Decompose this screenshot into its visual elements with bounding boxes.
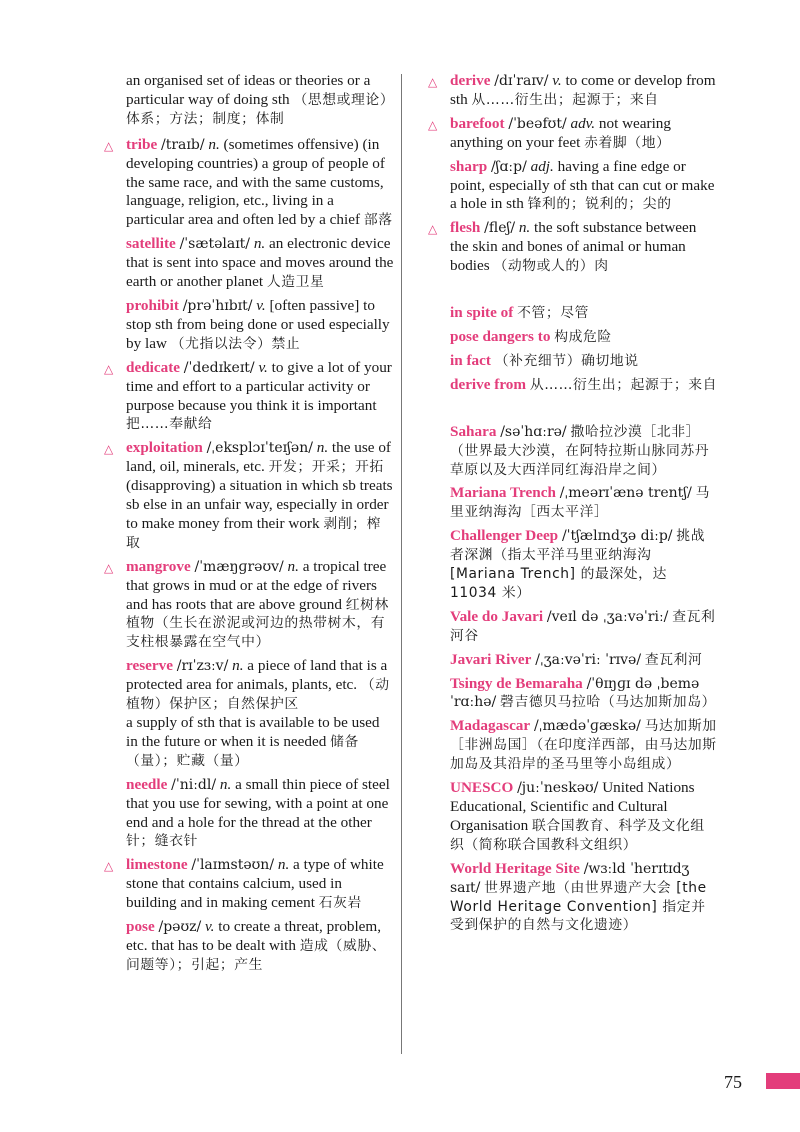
headword: Challenger Deep bbox=[450, 527, 559, 545]
chinese-gloss: 世界遗产地（由世界遗产大会 [the World Heritage Convention] 指定并受到保护的自然与文化遗迹） bbox=[450, 879, 707, 934]
pronunciation: /ˌʒaːvəˈriː ˈrɪvə/ bbox=[535, 651, 642, 668]
part-of-speech: n. bbox=[219, 775, 232, 793]
chinese-gloss: 磬吉德贝马拉哈（马达加斯加岛） bbox=[500, 694, 716, 711]
pronunciation: /ˈθɪŋɡɪ də ˌbeməˈrɑːhə/ bbox=[450, 675, 700, 711]
part-of-speech: n. bbox=[316, 439, 329, 457]
definition: United Nations Educational, Scientific and Cultural Organisation bbox=[450, 779, 695, 834]
headword: Mariana Trench bbox=[450, 484, 556, 502]
headword: tribe bbox=[126, 135, 158, 153]
pronunciation: /ˈniːdl/ bbox=[171, 776, 217, 793]
part-of-speech: adj. bbox=[530, 157, 554, 175]
right-column bbox=[428, 72, 718, 940]
triangle-marker-icon: △ bbox=[428, 75, 438, 89]
dictionary-entry bbox=[104, 72, 394, 129]
headword: derive bbox=[450, 72, 491, 89]
chinese-gloss: （动物或人的）肉 bbox=[493, 258, 609, 275]
chinese-gloss: 锋利的；锐利的；尖的 bbox=[527, 196, 672, 213]
chinese-gloss: 查瓦利河 bbox=[644, 651, 703, 668]
chinese-gloss: 开发；开采；开拓 bbox=[268, 459, 384, 476]
headword: sharp bbox=[450, 157, 488, 175]
dictionary-entry bbox=[104, 856, 394, 913]
pronunciation: /wɜːld ˈherɪtɪdʒ saɪt/ bbox=[450, 860, 690, 896]
triangle-marker-icon: △ bbox=[104, 560, 114, 575]
definition: to give a lot of your time and effort to a particular activity or purpose because you think it is important bbox=[126, 358, 392, 414]
triangle-marker-icon: △ bbox=[104, 138, 114, 153]
dictionary-entry bbox=[428, 484, 718, 522]
dictionary-entry bbox=[428, 717, 718, 774]
pronunciation: /ˈsætəlaɪt/ bbox=[179, 236, 251, 253]
pronunciation: /prəˈhɪbɪt/ bbox=[182, 297, 253, 314]
chinese-gloss: 部落 bbox=[363, 212, 393, 229]
chinese-gloss: 查瓦利河谷 bbox=[450, 608, 716, 644]
dictionary-entry bbox=[428, 352, 718, 371]
definition: an organised set of ideas or theories or a particular way of doing sth bbox=[126, 72, 371, 108]
dictionary-entry bbox=[428, 158, 718, 215]
pronunciation: /ˌmeərɪˈænə trentʃ/ bbox=[559, 485, 692, 502]
headword: Madagascar bbox=[450, 717, 531, 735]
part-of-speech: n. bbox=[277, 856, 290, 874]
part-of-speech: v. bbox=[256, 296, 266, 314]
chinese-gloss: 马里亚纳海沟［西太平洋］ bbox=[450, 485, 710, 521]
definition: an electronic device that is sent into space and moves around the earth or another planet bbox=[126, 235, 394, 291]
pronunciation: /ˈbeəfʊt/ bbox=[508, 115, 567, 132]
dictionary-entry bbox=[428, 608, 718, 646]
chinese-gloss: 构成危险 bbox=[554, 328, 612, 345]
dictionary-entry bbox=[104, 776, 394, 852]
dictionary-entry bbox=[428, 328, 718, 347]
part-of-speech: v. bbox=[552, 72, 562, 89]
headword: prohibit bbox=[126, 296, 179, 314]
headword: Tsingy de Bemaraha bbox=[450, 674, 583, 692]
chinese-gloss: 剥削；榨取 bbox=[126, 515, 381, 551]
chinese-gloss: 把……奉献给 bbox=[126, 416, 213, 433]
definition: to create a threat, problem, etc. that has to be dealt with bbox=[126, 918, 382, 954]
part-of-speech: adv. bbox=[570, 114, 596, 132]
dictionary-entry bbox=[428, 779, 718, 855]
headword: UNESCO bbox=[450, 779, 514, 797]
dictionary-entry bbox=[104, 235, 394, 292]
chinese-gloss: （思想或理论）体系；方法；制度；体制 bbox=[126, 91, 388, 127]
triangle-marker-icon: △ bbox=[428, 117, 438, 132]
definition: the use of land, oil, minerals, etc. bbox=[126, 439, 391, 476]
headword: derive from bbox=[450, 375, 527, 393]
headword: pose bbox=[126, 918, 155, 936]
chinese-gloss: 储备（量）；贮藏（量） bbox=[126, 733, 359, 769]
pronunciation: /ˈlaɪmstəʊn/ bbox=[191, 857, 275, 874]
dictionary-entry bbox=[428, 72, 718, 110]
dictionary-entry bbox=[428, 675, 718, 713]
triangle-marker-icon: △ bbox=[428, 222, 438, 237]
part-of-speech: v. bbox=[258, 358, 268, 376]
pronunciation: /veɪl də ˌʒaːvəˈriː/ bbox=[546, 608, 669, 625]
dictionary-entry bbox=[104, 558, 394, 653]
headword: Javari River bbox=[450, 650, 532, 668]
headword: mangrove bbox=[126, 557, 191, 575]
definition: to come or develop from sth bbox=[450, 72, 716, 108]
dictionary-entry bbox=[104, 297, 394, 354]
dictionary-entry bbox=[428, 115, 718, 153]
dictionary-entry bbox=[428, 860, 718, 936]
headword: in spite of bbox=[450, 304, 514, 322]
definition: (disapproving) a situation in which sb treats sb else in an unfair way, especially in order to make money from their work bbox=[126, 477, 393, 532]
definition: a tropical tree that grows in mud or at the edge of rivers and has roots that are above ground bbox=[126, 557, 387, 613]
part-of-speech: n. bbox=[287, 557, 299, 575]
headword: Sahara bbox=[450, 422, 497, 440]
headword: in fact bbox=[450, 351, 491, 369]
definition: a supply of sth that is available to be used in the future or when it is needed bbox=[126, 714, 380, 750]
pronunciation: /ˈdedɪkeɪt/ bbox=[183, 359, 255, 376]
pronunciation: /ˈtʃælɪndʒə diːp/ bbox=[561, 528, 673, 545]
part-of-speech: v. bbox=[205, 918, 215, 936]
chinese-gloss: （动植物）保护区；自然保护区 bbox=[126, 677, 390, 713]
dictionary-entry bbox=[428, 527, 718, 603]
headword: barefoot bbox=[450, 114, 505, 132]
chinese-gloss: 挑战者深渊（指太平洋马里亚纳海沟 [Mariana Trench] 的最深处，达 11034 米） bbox=[450, 528, 706, 601]
chinese-gloss: 撒哈拉沙漠［北非］（世界最大沙漠，在阿特拉斯山脉同苏丹草原以及大西洋同红海沿岸之间） bbox=[450, 423, 710, 478]
pronunciation: /dɪˈraɪv/ bbox=[494, 73, 549, 89]
pronunciation: /rɪˈzɜːv/ bbox=[176, 658, 229, 675]
definition: the soft substance between the skin and bones of animal or human bodies bbox=[450, 219, 697, 275]
pronunciation: /ˌmædəˈɡæskə/ bbox=[533, 718, 641, 735]
dictionary-entry bbox=[104, 136, 394, 231]
triangle-marker-icon: △ bbox=[104, 361, 114, 376]
headword: reserve bbox=[126, 657, 173, 675]
part-of-speech: n. bbox=[518, 219, 531, 237]
part-of-speech: n. bbox=[208, 135, 220, 153]
headword: limestone bbox=[126, 856, 188, 874]
pronunciation: /ˈmæŋɡrəʊv/ bbox=[194, 558, 284, 575]
headword: exploitation bbox=[126, 439, 203, 457]
chinese-gloss: 红树林植物（生长在淤泥或河边的热带树木，有支柱根暴露在空气中） bbox=[126, 596, 389, 651]
dictionary-entry bbox=[428, 423, 718, 480]
part-of-speech: n. bbox=[253, 235, 266, 253]
chinese-gloss: 从……衍生出；起源于；来自 bbox=[529, 376, 718, 393]
headword: dedicate bbox=[126, 358, 180, 376]
pronunciation: /traɪb/ bbox=[161, 136, 205, 153]
dictionary-entry bbox=[104, 359, 394, 435]
page-tab-marker bbox=[766, 1073, 800, 1089]
headword: needle bbox=[126, 775, 168, 793]
column-divider bbox=[401, 74, 402, 1054]
headword: flesh bbox=[450, 219, 481, 237]
pronunciation: /ˌeksplɔɪˈteɪʃən/ bbox=[206, 440, 313, 457]
pronunciation: /fleʃ/ bbox=[484, 220, 516, 237]
part-of-speech: n. bbox=[232, 657, 244, 675]
page-number: 75 bbox=[724, 1072, 742, 1092]
chinese-gloss: 联合国教育、科学及文化组织（简称联合国教科文组织） bbox=[450, 817, 705, 853]
chinese-gloss: 造成（威胁、问题等）；引起；产生 bbox=[126, 937, 387, 973]
chinese-gloss: （补充细节）确切地说 bbox=[494, 352, 639, 369]
chinese-gloss: 人造卫星 bbox=[266, 274, 325, 291]
headword: World Heritage Site bbox=[450, 859, 580, 877]
headword: pose dangers to bbox=[450, 327, 551, 345]
pronunciation: /juːˈneskəʊ/ bbox=[517, 780, 599, 797]
dictionary-entry bbox=[104, 439, 394, 552]
definition: (sometimes offensive) (in developing countries) a group of people of the same race, and with the same customs, language, religion, etc., living in a particular area and often led by a chief bbox=[126, 135, 385, 229]
definition: a piece of land that is a protected area for animals, plants, etc. bbox=[126, 657, 388, 694]
dictionary-entry bbox=[104, 918, 394, 975]
pronunciation: /ʃɑːp/ bbox=[490, 158, 527, 175]
definition: having a fine edge or point, especially of sth that can cut or make a hole in sth bbox=[450, 157, 715, 213]
chinese-gloss: 赤着脚（地） bbox=[584, 134, 671, 151]
definition: [often passive] to stop sth from being done or used especially by law bbox=[126, 296, 390, 352]
definition: a type of white stone that contains calcium, used in building and in making cement bbox=[126, 856, 384, 912]
left-column bbox=[104, 72, 394, 980]
definition: not wearing anything on your feet bbox=[450, 114, 671, 151]
headword: satellite bbox=[126, 235, 176, 253]
triangle-marker-icon: △ bbox=[104, 442, 114, 457]
dictionary-entry bbox=[428, 376, 718, 395]
chinese-gloss: （尤指以法令）禁止 bbox=[170, 335, 301, 352]
chinese-gloss: 不管；尽管 bbox=[517, 305, 590, 322]
headword: Vale do Javari bbox=[450, 607, 544, 625]
pronunciation: /pəʊz/ bbox=[158, 919, 202, 936]
dictionary-entry bbox=[428, 651, 718, 670]
chinese-gloss: 马达加斯加［非洲岛国］（在印度洋西部，由马达加斯加岛及其沿岸的圣马里等小岛组成） bbox=[450, 718, 717, 773]
chinese-gloss: 从……衍生出；起源于；来自 bbox=[471, 91, 659, 108]
definition: a small thin piece of steel that you use for sewing, with a point at one end and a hole for the thread at the other bbox=[126, 775, 390, 831]
dictionary-entry bbox=[104, 657, 394, 770]
dictionary-entry bbox=[428, 304, 718, 323]
triangle-marker-icon: △ bbox=[104, 859, 114, 874]
chinese-gloss: 石灰岩 bbox=[318, 895, 362, 912]
dictionary-entry bbox=[428, 219, 718, 276]
chinese-gloss: 针；缝衣针 bbox=[126, 833, 198, 850]
pronunciation: /səˈhɑːrə/ bbox=[500, 423, 567, 440]
